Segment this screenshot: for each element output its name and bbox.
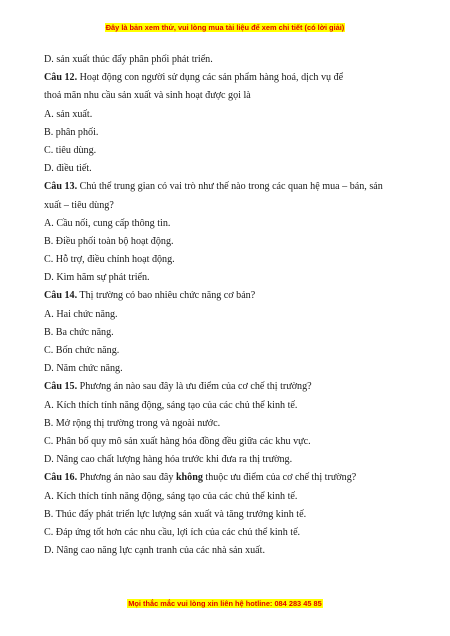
document-body bbox=[44, 51, 414, 560]
question-text-after: thuộc ưu điểm của cơ chế thị trường? bbox=[202, 472, 357, 484]
option-c: C. Đáp ứng tốt hơn các nhu cầu, lợi ích của các chủ thể kinh tế. bbox=[44, 526, 301, 538]
preview-notice-banner bbox=[0, 23, 450, 33]
question-16 bbox=[44, 469, 414, 560]
option-a: A. sản xuất. bbox=[44, 108, 93, 120]
question-label: Câu 12. bbox=[44, 72, 78, 84]
question-label: Câu 15. bbox=[44, 381, 78, 393]
option-c: C. Bốn chức năng. bbox=[44, 345, 120, 356]
question-text: Phương án nào sau đây là ưu điểm của cơ chế thị trường? bbox=[77, 381, 312, 393]
question-12 bbox=[44, 69, 414, 178]
question-stem bbox=[44, 469, 414, 487]
option-a: A. Hai chức năng. bbox=[44, 308, 118, 320]
question-13 bbox=[44, 178, 414, 287]
hotline-banner bbox=[0, 599, 450, 609]
question-stem bbox=[44, 287, 414, 305]
question-label: Câu 14. bbox=[44, 290, 78, 302]
question-text: Hoạt động con người sử dụng các sản phẩm hàng hoá, dịch vụ để bbox=[77, 72, 344, 84]
question-text-continued: thoả mãn nhu cầu sản xuất và sinh hoạt được gọi là bbox=[44, 90, 251, 102]
question-text: Thị trường có bao nhiêu chức năng cơ bản? bbox=[77, 290, 256, 302]
question-14 bbox=[44, 287, 414, 378]
option-b: B. phân phối. bbox=[44, 126, 99, 138]
option-c: C. Hỗ trợ, điều chỉnh hoạt động. bbox=[44, 254, 175, 266]
option-d: D. Nâng cao chất lượng hàng hóa trước khi đưa ra thị trường. bbox=[44, 454, 293, 466]
preview-notice-text: Đây là bản xem thử, vui lòng mua tài liệu để xem chi tiết (có lời giải) bbox=[105, 23, 345, 32]
option-b: B. Mở rộng thị trường trong và ngoài nước. bbox=[44, 417, 221, 429]
option-c: C. Phân bố quy mô sản xuất hàng hóa đồng đều giữa các khu vực. bbox=[44, 435, 311, 447]
option-d: D. Năm chức năng. bbox=[44, 363, 123, 375]
option-a: A. Kích thích tính năng động, sáng tạo của các chủ thể kinh tế. bbox=[44, 399, 298, 411]
question-text-continued: xuất – tiêu dùng? bbox=[44, 199, 114, 211]
question-text: Chủ thể trung gian có vai trò như thế nào trong các quan hệ mua – bán, sản bbox=[77, 181, 383, 193]
question-15 bbox=[44, 378, 414, 469]
option-d: D. điều tiết. bbox=[44, 163, 92, 175]
question-text-before: Phương án nào sau đây bbox=[77, 472, 176, 484]
option-b: B. Ba chức năng. bbox=[44, 326, 114, 338]
question-stem bbox=[44, 69, 414, 87]
previous-option-d: D. sản xuất thúc đẩy phân phối phát triển. bbox=[44, 54, 213, 65]
question-label: Câu 16. bbox=[44, 472, 78, 484]
question-label: Câu 13. bbox=[44, 181, 78, 193]
hotline-text: Mọi thắc mắc vui lòng xin liên hệ hotline: 084 283 45 85 bbox=[128, 599, 322, 608]
option-d: D. Kìm hãm sự phát triển. bbox=[44, 272, 150, 284]
question-stem bbox=[44, 378, 414, 396]
option-a: A. Kích thích tính năng động, sáng tạo của các chủ thể kinh tế. bbox=[44, 490, 298, 502]
option-a: A. Cầu nối, cung cấp thông tin. bbox=[44, 217, 171, 229]
question-stem bbox=[44, 178, 414, 196]
option-c: C. tiêu dùng. bbox=[44, 144, 97, 156]
option-b: B. Thúc đẩy phát triển lực lượng sản xuất và tăng trưởng kinh tế. bbox=[44, 508, 307, 520]
option-b: B. Điều phối toàn bộ hoạt động. bbox=[44, 235, 174, 247]
option-d: D. Nâng cao năng lực cạnh tranh của các nhà sản xuất. bbox=[44, 545, 265, 557]
question-text-emphasis: không bbox=[175, 472, 203, 484]
